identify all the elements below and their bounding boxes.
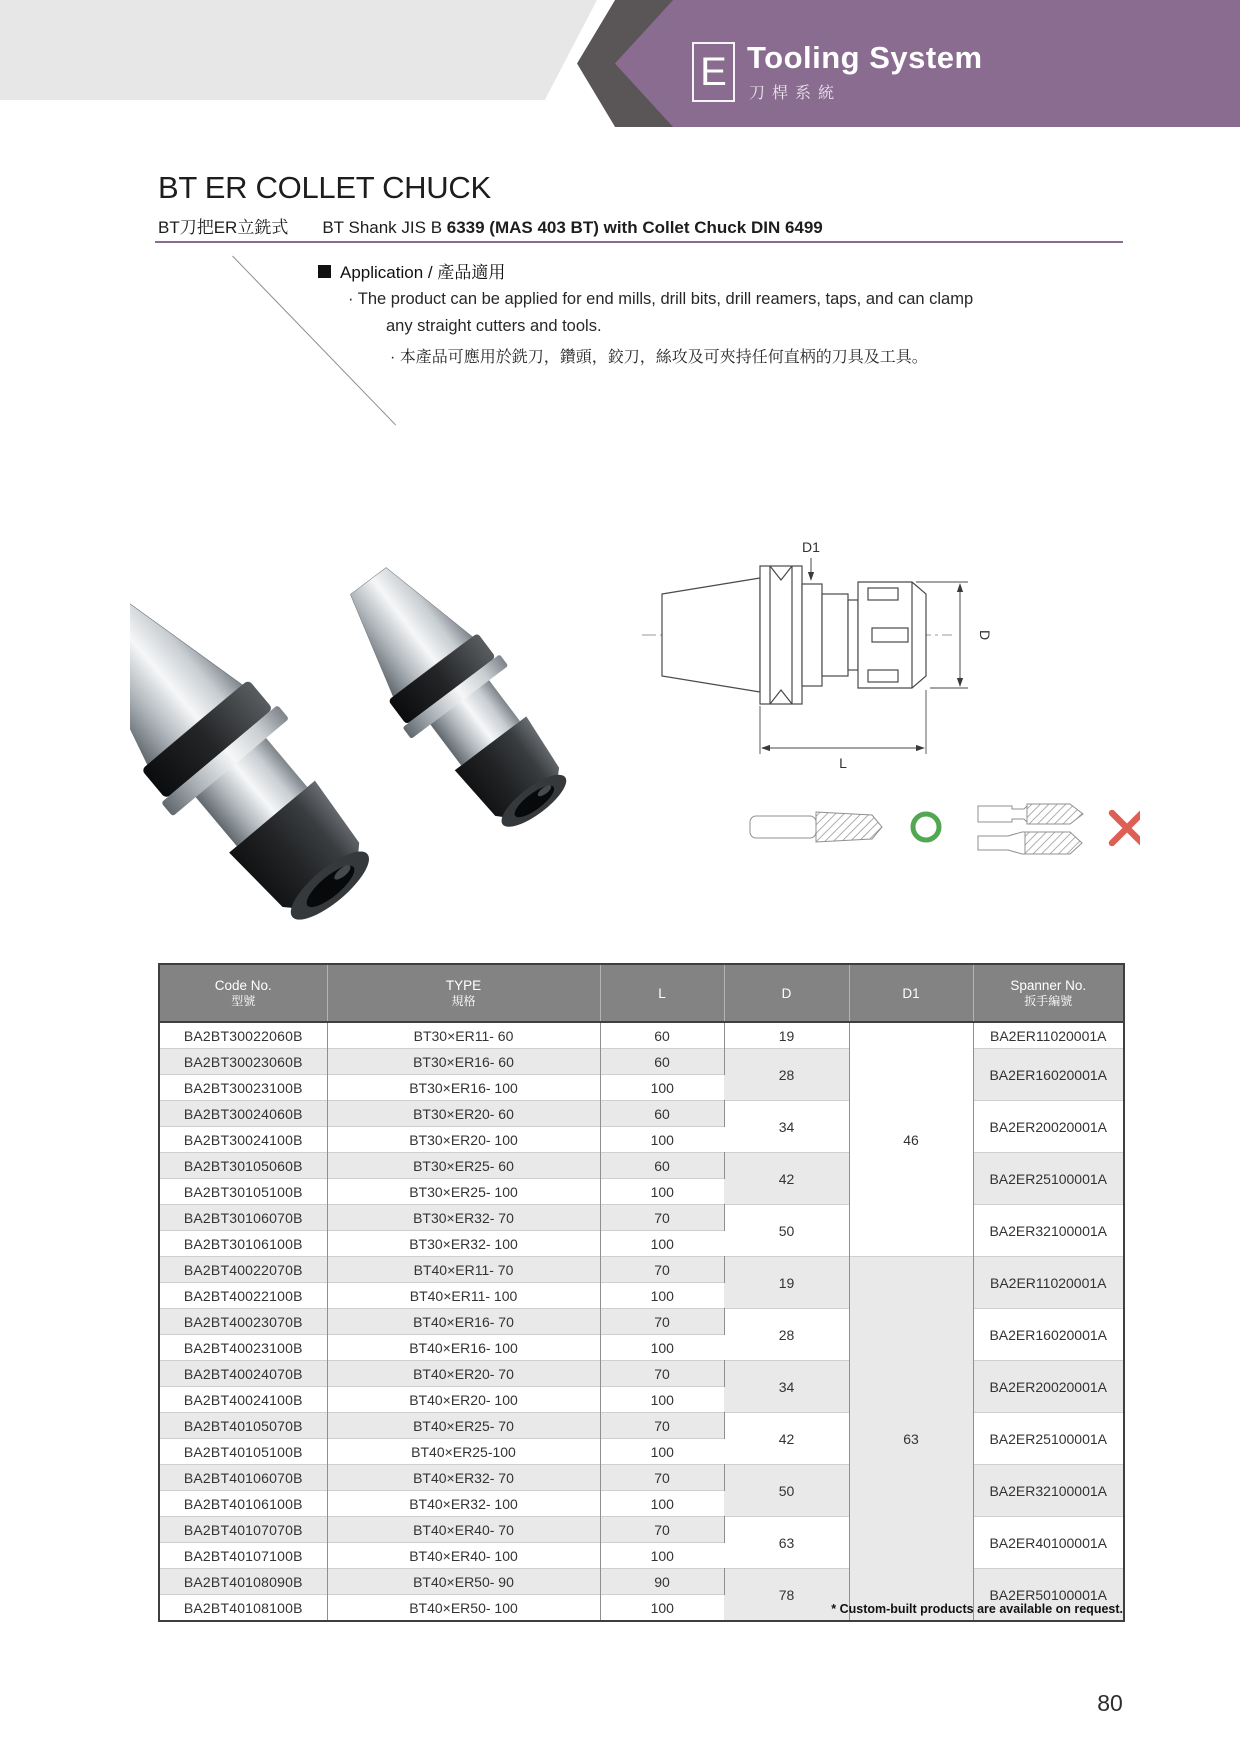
cell-type: BT40×ER50- 90 bbox=[327, 1569, 600, 1595]
cell-l: 60 bbox=[600, 1153, 724, 1179]
cell-l: 60 bbox=[600, 1101, 724, 1127]
table-row bbox=[159, 1049, 1124, 1075]
header-gray-block bbox=[0, 0, 600, 100]
cell-code: BA2BT30105060B bbox=[159, 1153, 327, 1179]
cell-code: BA2BT40105100B bbox=[159, 1439, 327, 1465]
cell-code: BA2BT30022060B bbox=[159, 1022, 327, 1049]
cell-spanner: BA2ER25100001A bbox=[973, 1413, 1124, 1465]
cell-spanner: BA2ER40100001A bbox=[973, 1517, 1124, 1569]
dim-label-d: D bbox=[977, 629, 993, 641]
table-row bbox=[159, 1101, 1124, 1127]
cell-spanner: BA2ER32100001A bbox=[973, 1465, 1124, 1517]
application-text-zh: · 本產品可應用於銑刀，鑽頭，鉸刀，絲攻及可夾持任何直柄的刀具及工具。 bbox=[390, 349, 928, 366]
cell-spanner: BA2ER11020001A bbox=[973, 1257, 1124, 1309]
cell-l: 100 bbox=[600, 1439, 724, 1465]
cell-l: 100 bbox=[600, 1127, 724, 1153]
cell-type: BT30×ER20- 60 bbox=[327, 1101, 600, 1127]
cell-type: BT40×ER20- 100 bbox=[327, 1387, 600, 1413]
section-letter-badge bbox=[692, 42, 735, 102]
cell-code: BA2BT40022070B bbox=[159, 1257, 327, 1283]
cell-spanner: BA2ER20020001A bbox=[973, 1361, 1124, 1413]
cell-type: BT40×ER32- 100 bbox=[327, 1491, 600, 1517]
cell-code: BA2BT30106070B bbox=[159, 1205, 327, 1231]
col-header-spanner: Spanner No. 扳手編號 bbox=[973, 964, 1124, 1022]
cell-type: BT40×ER16- 100 bbox=[327, 1335, 600, 1361]
table-row bbox=[159, 1257, 1124, 1283]
col-header-l: L bbox=[600, 964, 724, 1022]
cell-type: BT40×ER40- 100 bbox=[327, 1543, 600, 1569]
cell-type: BT40×ER50- 100 bbox=[327, 1595, 600, 1622]
cell-l: 60 bbox=[600, 1022, 724, 1049]
table-row bbox=[159, 1413, 1124, 1439]
cell-spanner: BA2ER32100001A bbox=[973, 1205, 1124, 1257]
cell-d1: 63 bbox=[849, 1257, 973, 1622]
cell-type: BT40×ER25- 70 bbox=[327, 1413, 600, 1439]
cell-l: 100 bbox=[600, 1075, 724, 1101]
header-subtitle-zh: 刀桿系統 bbox=[749, 85, 842, 102]
table-row bbox=[159, 1205, 1124, 1231]
cell-code: BA2BT40108090B bbox=[159, 1569, 327, 1595]
cell-spanner: BA2ER50100001A bbox=[973, 1569, 1124, 1622]
ng-icon bbox=[1112, 813, 1140, 843]
cell-spanner: BA2ER11020001A bbox=[973, 1022, 1124, 1049]
cell-l: 70 bbox=[600, 1517, 724, 1543]
cell-code: BA2BT30023060B bbox=[159, 1049, 327, 1075]
cell-type: BT30×ER25- 60 bbox=[327, 1153, 600, 1179]
table-row bbox=[159, 1569, 1124, 1595]
col-header-type: TYPE 規格 bbox=[327, 964, 600, 1022]
table-row bbox=[159, 1022, 1124, 1049]
cell-d: 28 bbox=[724, 1049, 849, 1101]
subtitle-zh: BT刀把ER立銑式 bbox=[158, 218, 289, 237]
cell-l: 100 bbox=[600, 1387, 724, 1413]
cell-d: 28 bbox=[724, 1309, 849, 1361]
table-row bbox=[159, 1309, 1124, 1335]
cell-code: BA2BT40023070B bbox=[159, 1309, 327, 1335]
cell-code: BA2BT40108100B bbox=[159, 1595, 327, 1622]
cell-l: 70 bbox=[600, 1257, 724, 1283]
cell-d: 19 bbox=[724, 1257, 849, 1309]
cell-type: BT40×ER11- 100 bbox=[327, 1283, 600, 1309]
cell-type: BT40×ER20- 70 bbox=[327, 1361, 600, 1387]
cell-l: 70 bbox=[600, 1361, 724, 1387]
table-row bbox=[159, 1361, 1124, 1387]
page-subtitle bbox=[158, 213, 823, 238]
cell-type: BT30×ER16- 100 bbox=[327, 1075, 600, 1101]
spec-table bbox=[158, 963, 1125, 1622]
col-header-d1: D1 bbox=[849, 964, 973, 1022]
cell-type: BT30×ER16- 60 bbox=[327, 1049, 600, 1075]
square-bullet-icon bbox=[318, 265, 331, 278]
page-number: 80 bbox=[1097, 1690, 1123, 1716]
cell-d: 34 bbox=[724, 1101, 849, 1153]
cell-type: BT40×ER16- 70 bbox=[327, 1309, 600, 1335]
header-title: Tooling System bbox=[747, 40, 983, 75]
cell-l: 100 bbox=[600, 1335, 724, 1361]
cell-l: 100 bbox=[600, 1283, 724, 1309]
cell-l: 100 bbox=[600, 1491, 724, 1517]
cell-type: BT30×ER20- 100 bbox=[327, 1127, 600, 1153]
cell-code: BA2BT30105100B bbox=[159, 1179, 327, 1205]
cell-code: BA2BT40023100B bbox=[159, 1335, 327, 1361]
product-figure bbox=[130, 500, 1140, 960]
cell-code: BA2BT40107100B bbox=[159, 1543, 327, 1569]
cell-d1: 46 bbox=[849, 1022, 973, 1257]
dim-label-d1: D1 bbox=[802, 539, 820, 555]
cell-spanner: BA2ER16020001A bbox=[973, 1309, 1124, 1361]
cell-type: BT40×ER32- 70 bbox=[327, 1465, 600, 1491]
cell-spanner: BA2ER25100001A bbox=[973, 1153, 1124, 1205]
cell-code: BA2BT40106070B bbox=[159, 1465, 327, 1491]
application-heading bbox=[318, 258, 505, 283]
cell-type: BT30×ER11- 60 bbox=[327, 1022, 600, 1049]
cell-type: BT40×ER25-100 bbox=[327, 1439, 600, 1465]
cell-l: 90 bbox=[600, 1569, 724, 1595]
cell-code: BA2BT40024070B bbox=[159, 1361, 327, 1387]
cell-code: BA2BT40105070B bbox=[159, 1413, 327, 1439]
cell-d: 34 bbox=[724, 1361, 849, 1413]
application-heading-text: Application / 產品適用 bbox=[340, 263, 506, 282]
spec-table-wrap bbox=[158, 963, 1123, 1622]
page-title: BT ER COLLET CHUCK bbox=[158, 170, 491, 205]
clamping-suitability-icons bbox=[750, 804, 1140, 854]
accent-rule bbox=[155, 241, 1123, 243]
product-photo-large bbox=[130, 573, 399, 947]
table-header-row bbox=[159, 964, 1124, 1022]
cell-spanner: BA2ER16020001A bbox=[973, 1049, 1124, 1101]
cell-code: BA2BT40024100B bbox=[159, 1387, 327, 1413]
subtitle-en: BT Shank JIS B bbox=[322, 218, 447, 237]
application-text-en-2: any straight cutters and tools. bbox=[386, 317, 602, 335]
application-text-en-1: · The product can be applied for end mills, drill bits, drill reamers, taps, and can clamp bbox=[348, 290, 974, 308]
product-photo-small bbox=[320, 544, 591, 848]
col-header-d: D bbox=[724, 964, 849, 1022]
cell-d: 19 bbox=[724, 1022, 849, 1049]
dim-label-l: L bbox=[839, 755, 847, 771]
page-header bbox=[0, 0, 1240, 127]
cell-code: BA2BT30023100B bbox=[159, 1075, 327, 1101]
subtitle-en-bold: 6339 (MAS 403 BT) with Collet Chuck DIN 6499 bbox=[446, 218, 823, 237]
cell-code: BA2BT30024100B bbox=[159, 1127, 327, 1153]
section-letter: E bbox=[700, 49, 727, 94]
cell-spanner: BA2ER20020001A bbox=[973, 1101, 1124, 1153]
cell-l: 70 bbox=[600, 1465, 724, 1491]
cell-l: 70 bbox=[600, 1309, 724, 1335]
cell-d: 63 bbox=[724, 1517, 849, 1569]
cell-code: BA2BT40107070B bbox=[159, 1517, 327, 1543]
cell-type: BT30×ER32- 100 bbox=[327, 1231, 600, 1257]
table-row bbox=[159, 1465, 1124, 1491]
ok-icon bbox=[913, 814, 939, 840]
cell-d: 50 bbox=[724, 1465, 849, 1517]
footnote: * Custom-built products are available on request. bbox=[831, 1602, 1123, 1616]
cell-l: 70 bbox=[600, 1205, 724, 1231]
non-straight-shank-tools-icon bbox=[978, 804, 1083, 854]
cell-d: 50 bbox=[724, 1205, 849, 1257]
col-header-code: Code No. 型號 bbox=[159, 964, 327, 1022]
cell-l: 100 bbox=[600, 1179, 724, 1205]
cell-type: BT30×ER25- 100 bbox=[327, 1179, 600, 1205]
cell-d: 78 bbox=[724, 1569, 849, 1622]
spec-table-body bbox=[159, 1022, 1124, 1621]
cell-code: BA2BT30024060B bbox=[159, 1101, 327, 1127]
cell-code: BA2BT40022100B bbox=[159, 1283, 327, 1309]
cell-type: BT40×ER11- 70 bbox=[327, 1257, 600, 1283]
straight-shank-tool-icon bbox=[750, 812, 882, 842]
cell-code: BA2BT40106100B bbox=[159, 1491, 327, 1517]
cell-type: BT30×ER32- 70 bbox=[327, 1205, 600, 1231]
cell-d: 42 bbox=[724, 1413, 849, 1465]
cell-l: 100 bbox=[600, 1543, 724, 1569]
table-row bbox=[159, 1517, 1124, 1543]
cell-l: 60 bbox=[600, 1049, 724, 1075]
cell-l: 70 bbox=[600, 1413, 724, 1439]
cell-code: BA2BT30106100B bbox=[159, 1231, 327, 1257]
technical-drawing bbox=[642, 539, 993, 771]
cell-type: BT40×ER40- 70 bbox=[327, 1517, 600, 1543]
cell-l: 100 bbox=[600, 1231, 724, 1257]
table-row bbox=[159, 1153, 1124, 1179]
cell-l: 100 bbox=[600, 1595, 724, 1622]
cell-d: 42 bbox=[724, 1153, 849, 1205]
